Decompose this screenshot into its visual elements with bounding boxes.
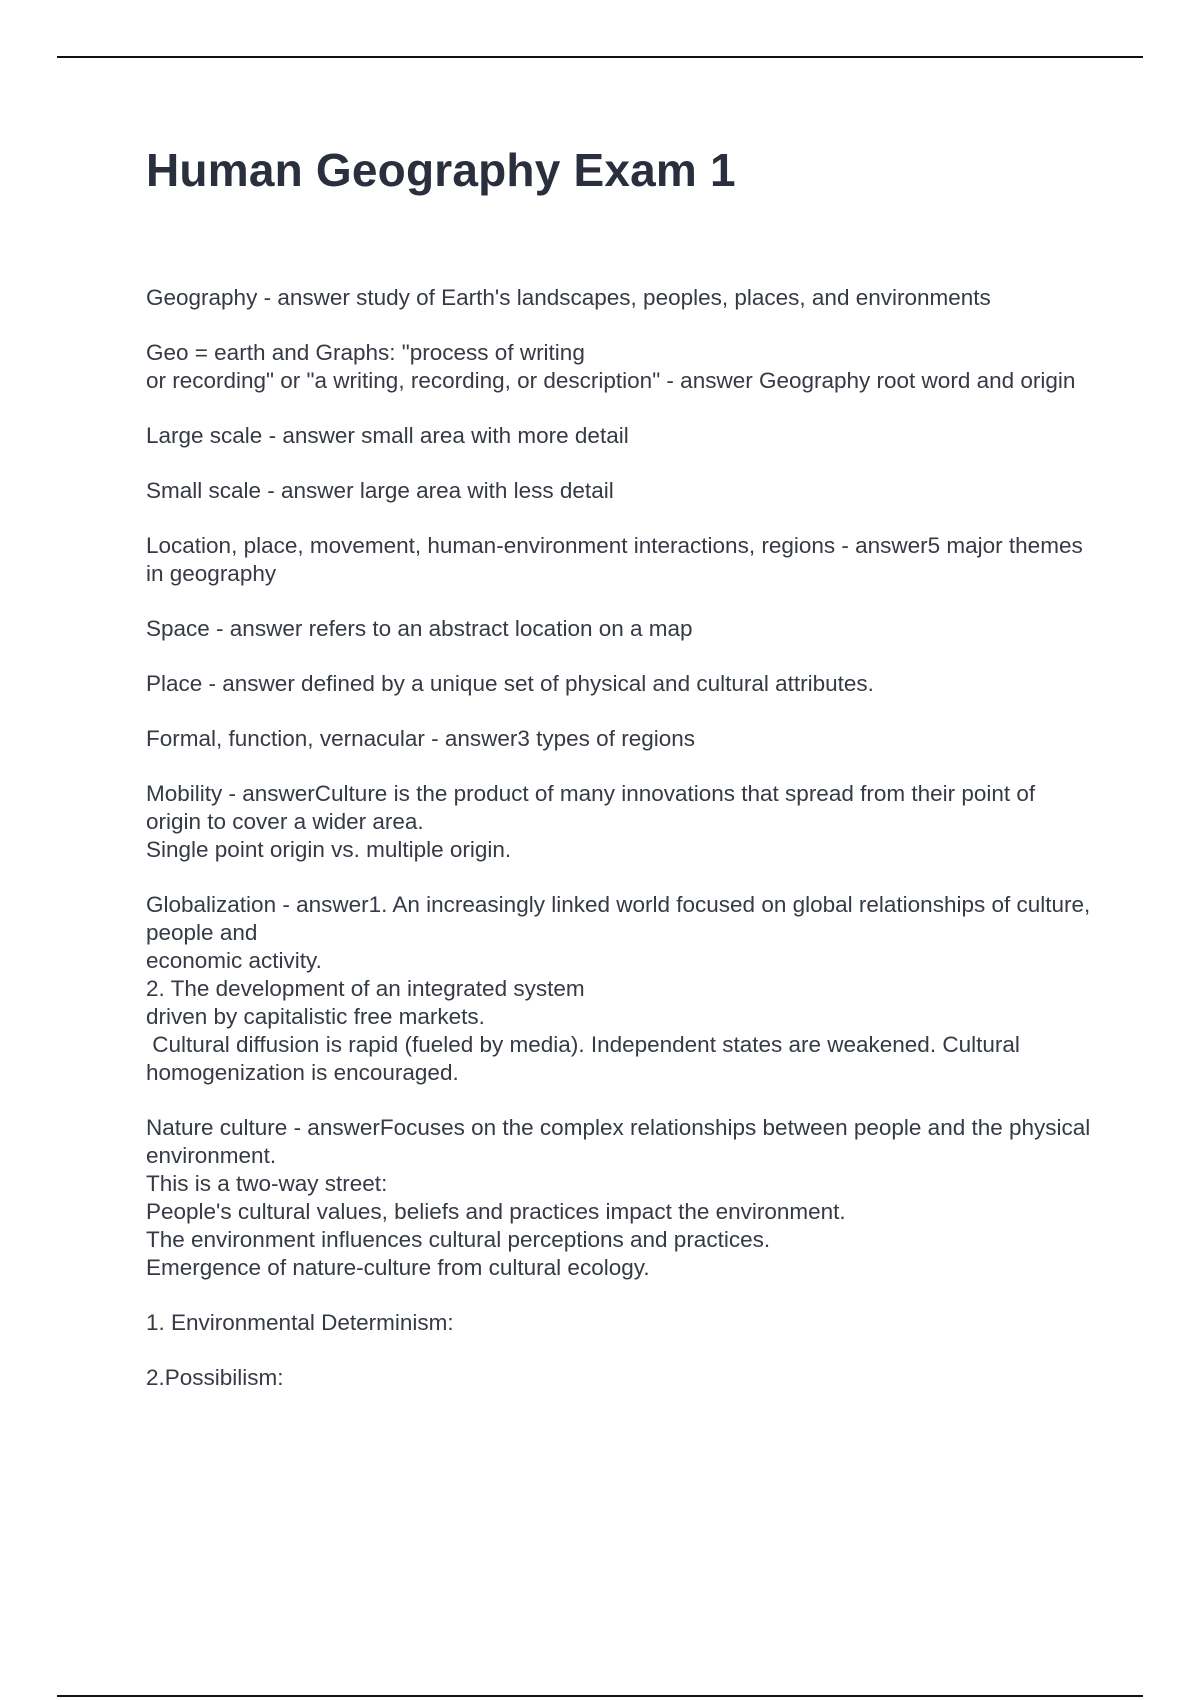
flashcard-entry xyxy=(146,670,1096,698)
entry-line: economic activity. xyxy=(146,948,322,973)
entry-line: Emergence of nature-culture from cultural ecology. xyxy=(146,1255,650,1280)
entry-line: Place - answer defined by a unique set of physical and cultural attributes. xyxy=(146,671,874,696)
flashcard-entry xyxy=(146,477,1096,505)
entry-line: Cultural diffusion is rapid (fueled by media). Independent states are weakened. Cultural homogenization is encouraged. xyxy=(146,1032,1027,1085)
flashcard-entry xyxy=(146,339,1096,395)
entry-line: 2.Possibilism: xyxy=(146,1365,284,1390)
flashcard-entry xyxy=(146,891,1096,1087)
entry-line: driven by capitalistic free markets. xyxy=(146,1004,485,1029)
entry-line: Globalization - answer1. An increasingly linked world focused on global relationships of culture, people and xyxy=(146,892,1097,945)
flashcard-entry xyxy=(146,284,1096,312)
bottom-rule xyxy=(57,1695,1143,1697)
entry-line: Mobility - answerCulture is the product of many innovations that spread from their point of origin to cover a wider area. xyxy=(146,781,1042,834)
flashcard-entry xyxy=(146,725,1096,753)
entry-line: Geography - answer study of Earth's landscapes, peoples, places, and environments xyxy=(146,285,991,310)
entry-line: This is a two-way street: xyxy=(146,1171,388,1196)
flashcard-entry xyxy=(146,1114,1096,1282)
flashcard-entry xyxy=(146,1309,1096,1337)
entry-line: People's cultural values, beliefs and practices impact the environment. xyxy=(146,1199,846,1224)
flashcard-list xyxy=(146,284,1096,1419)
entry-line: Geo = earth and Graphs: "process of writing xyxy=(146,340,585,365)
flashcard-entry xyxy=(146,780,1096,864)
entry-line: The environment influences cultural perceptions and practices. xyxy=(146,1227,771,1252)
entry-line: Space - answer refers to an abstract location on a map xyxy=(146,616,693,641)
entry-line: Location, place, movement, human-environment interactions, regions - answer5 major themes in geography xyxy=(146,533,1089,586)
entry-line: Single point origin vs. multiple origin. xyxy=(146,837,512,862)
entry-line: Large scale - answer small area with more detail xyxy=(146,423,629,448)
entry-line: Formal, function, vernacular - answer3 types of regions xyxy=(146,726,695,751)
entry-line: Small scale - answer large area with less detail xyxy=(146,478,614,503)
document-title: Human Geography Exam 1 xyxy=(146,144,736,196)
entry-line: 1. Environmental Determinism: xyxy=(146,1310,454,1335)
flashcard-entry xyxy=(146,615,1096,643)
entry-line: Nature culture - answerFocuses on the complex relationships between people and the physical environment. xyxy=(146,1115,1097,1168)
flashcard-entry xyxy=(146,422,1096,450)
entry-line: or recording" or "a writing, recording, or description" - answer Geography root word and origin xyxy=(146,368,1076,393)
flashcard-entry xyxy=(146,532,1096,588)
entry-line: 2. The development of an integrated system xyxy=(146,976,585,1001)
top-rule xyxy=(57,56,1143,58)
flashcard-entry xyxy=(146,1364,1096,1392)
